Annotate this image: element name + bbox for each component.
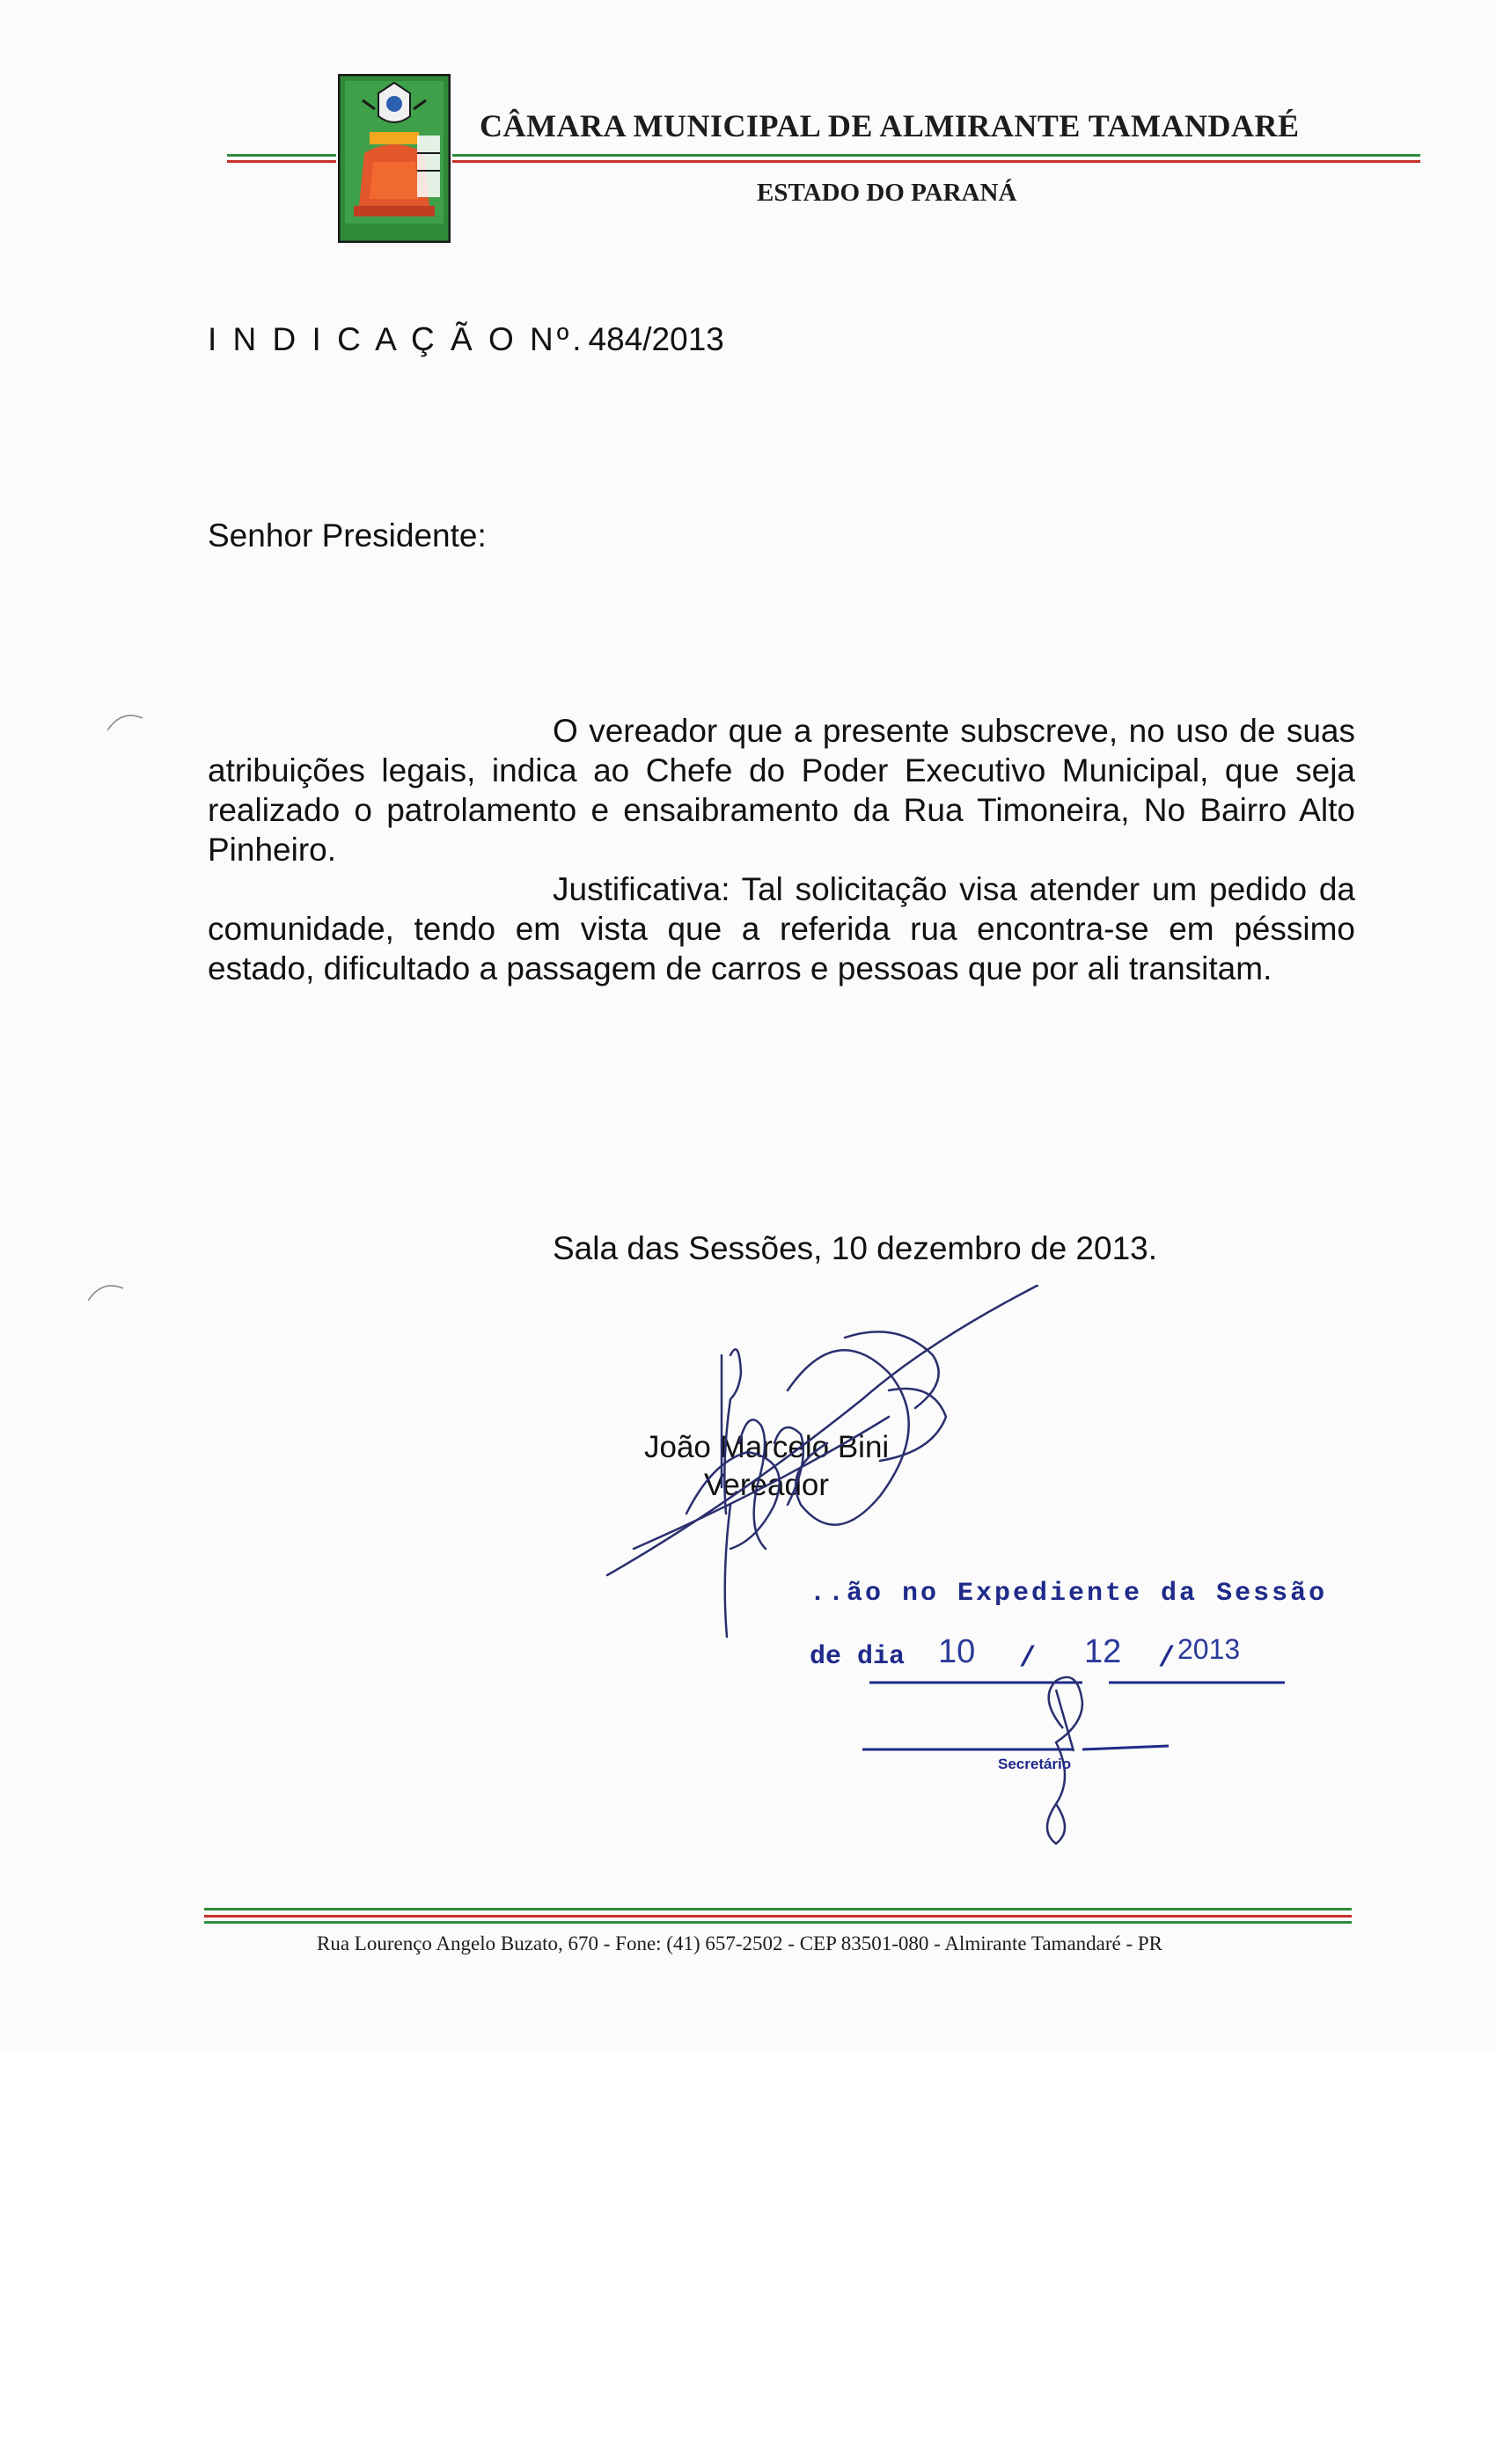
document-body: [208, 711, 1355, 988]
stamp-day: 10: [938, 1633, 976, 1670]
footer-address: Rua Lourenço Angelo Buzato, 670 - Fone: (41) 657-2502 - CEP 83501-080 - Almirante Tamandaré - PR: [317, 1932, 1163, 1954]
document-label: I N D I C A Ç Ã O Nº.: [208, 321, 585, 357]
signer-name: João Marcelo Bini: [644, 1430, 890, 1464]
body-paragraph: Justificativa: Tal solicitação visa atender um pedido da comunidade, tendo em vista que a referida rua encontra-se em péssimo estado, dificultado a passagem de carros e pessoas que por ali transitam.: [208, 871, 1355, 986]
footer-rule-green: [204, 1908, 1352, 1910]
salutation: Senhor Presidente:: [208, 517, 487, 554]
closing-line: Sala das Sessões, 10 dezembro de 2013.: [553, 1230, 1158, 1266]
header-rule-red: [452, 160, 1420, 163]
state-subtitle: ESTADO DO PARANÁ: [757, 179, 1017, 207]
signer-role: Vereador: [704, 1468, 830, 1502]
stamp-session-line: ..ão no Expediente da Sessão: [810, 1579, 1328, 1609]
footer-rule-green: [204, 1921, 1352, 1924]
chamber-title: CÂMARA MUNICIPAL DE ALMIRANTE TAMANDARÉ: [480, 108, 1300, 143]
header-rule-red: [227, 160, 336, 163]
body-paragraph: O vereador que a presente subscreve, no uso de suas atribuições legais, indica ao Chefe do Poder Executivo Municipal, que seja realizado o patrolamento e ensaibramento da Rua Timoneira, No Bairro Alto Pinheiro.: [208, 713, 1355, 868]
document-number-value: 484/2013: [588, 321, 724, 357]
municipal-coat-of-arms-icon: [338, 74, 451, 243]
punch-hole-mark: [84, 1274, 128, 1309]
punch-hole-mark: [104, 704, 148, 739]
document-number: [208, 321, 724, 358]
header-rule-green: [452, 154, 1420, 157]
stamp-date-separator: /: [1158, 1642, 1176, 1675]
stamp-date-separator: /: [1019, 1642, 1037, 1675]
stamp-month: 12: [1084, 1633, 1122, 1670]
header-rule-green: [227, 154, 336, 157]
stamp-date-label: de dia: [810, 1642, 906, 1672]
stamp-secretary-label: Secretário: [998, 1756, 1072, 1772]
stamp-year: 2013: [1177, 1633, 1241, 1665]
footer-rule-red: [204, 1915, 1352, 1918]
